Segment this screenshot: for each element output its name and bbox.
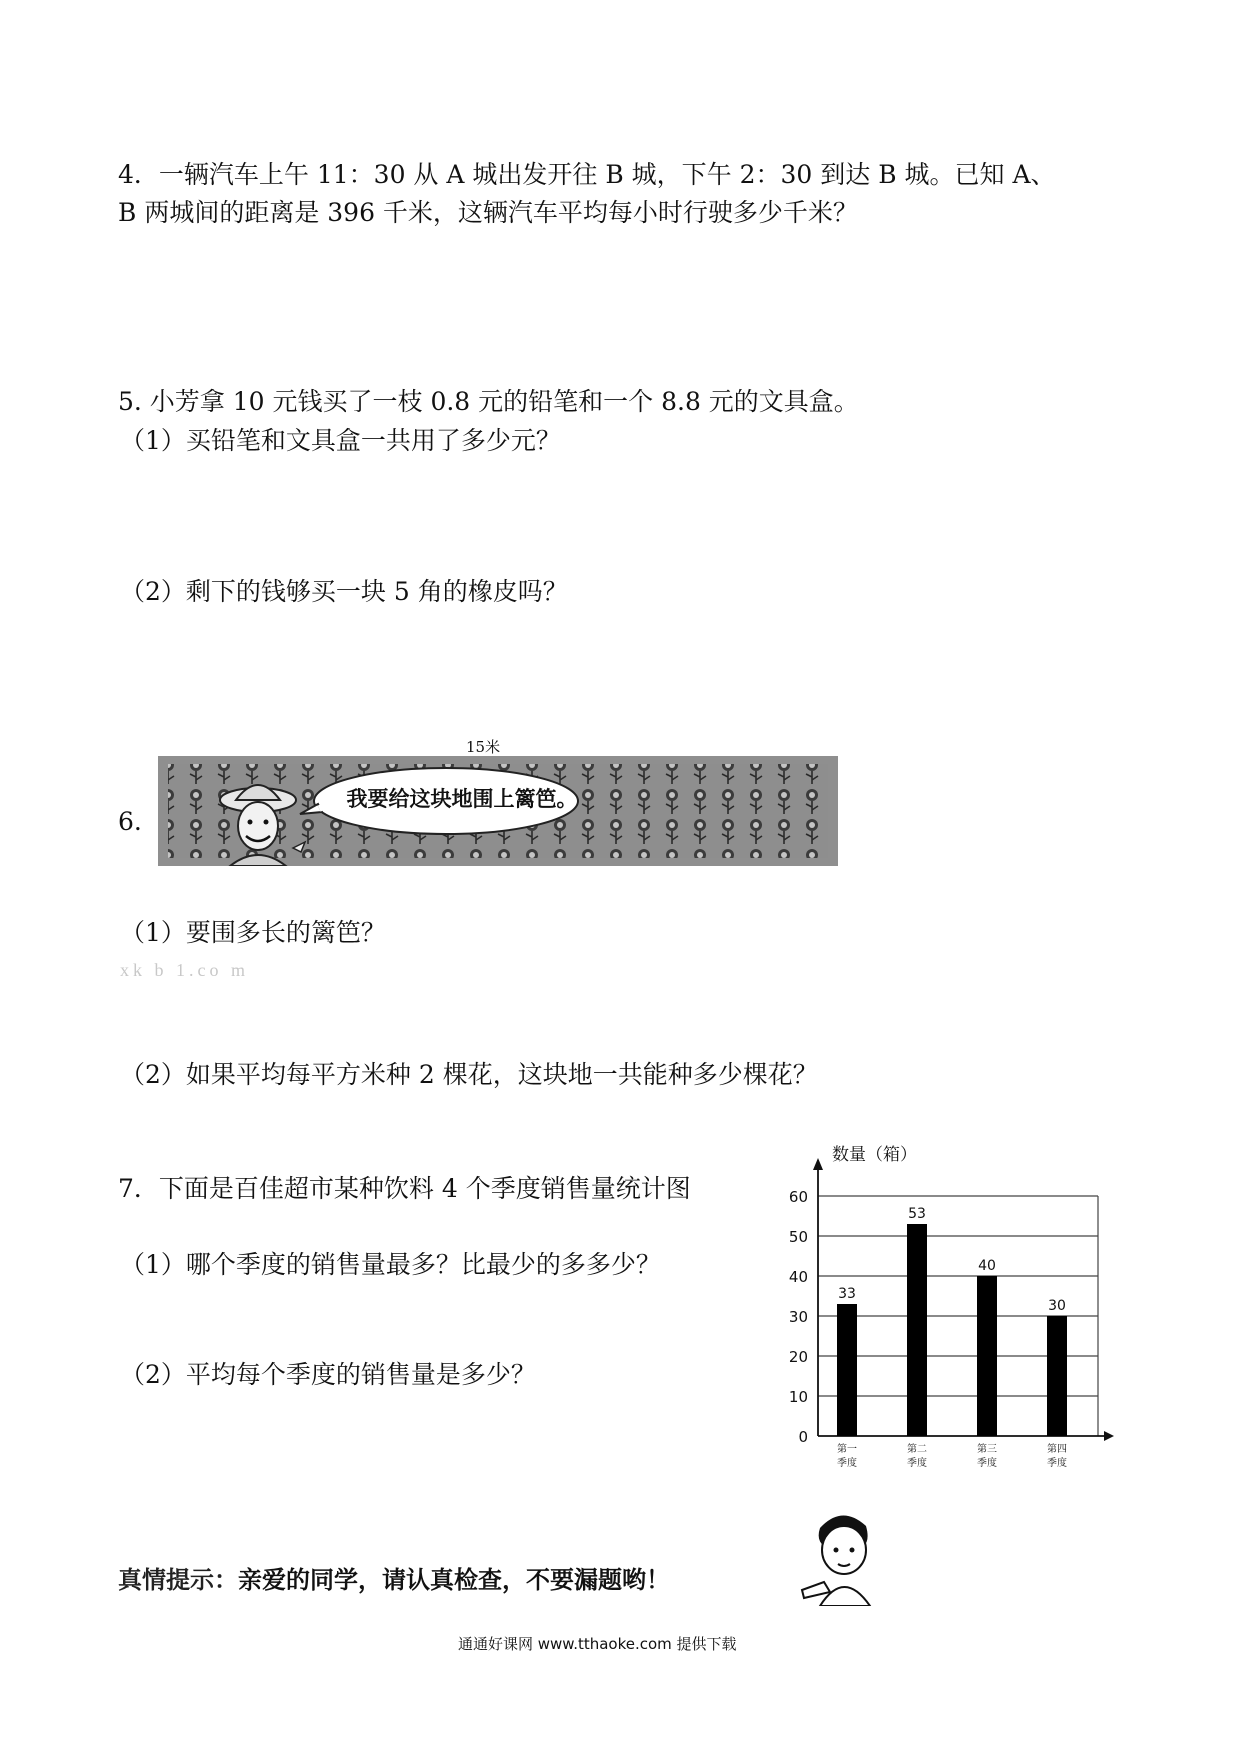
chart-y-tick-label: 20: [788, 1348, 808, 1366]
chart-data-label: 53: [908, 1206, 926, 1222]
chart-x-tick-label: 第二: [907, 1444, 927, 1455]
chart-bar: [907, 1224, 927, 1436]
q7-sub2: （2）平均每个季度的销售量是多少？: [120, 1360, 536, 1389]
chart-x-tick-label: 第四: [1047, 1444, 1067, 1455]
q4-line1: 4．一辆汽车上午 11：30 从 A 城出发开往 B 城，下午 2：30 到达 B 城。已知 A、: [118, 160, 1056, 189]
flower-field-illustration: [158, 756, 838, 866]
q5-sub2: （2）剩下的钱够买一块 5 角的橡皮吗？: [120, 577, 568, 606]
chart-y-tick-label: 30: [788, 1308, 808, 1326]
chart-y-tick-label: 0: [798, 1428, 808, 1446]
footer-site: 通通好课网 www.tthaoke.com 提供下载: [458, 1635, 737, 1653]
chart-x-tick-label: 季度: [837, 1458, 857, 1469]
chart-x-tick-label: 季度: [1047, 1458, 1067, 1469]
q5-sub1: （1）买铅笔和文具盒一共用了多少元？: [120, 426, 561, 455]
chart-data-label: 30: [1048, 1298, 1066, 1314]
sales-chart-svg: [772, 1140, 1122, 1480]
chart-x-tick-label: 季度: [907, 1458, 927, 1469]
footer-hint: [118, 1560, 670, 1595]
chart-x-tick-label: 季度: [977, 1458, 997, 1469]
chart-x-tick-label: 第三: [977, 1444, 997, 1455]
q6-sub2: （2）如果平均每平方米种 2 棵花，这块地一共能种多少棵花？: [120, 1060, 818, 1089]
q6-sub1: （1）要围多长的篱笆？: [120, 918, 386, 947]
hint-text: 亲爱的同学，请认真检查，不要漏题哟！: [238, 1566, 670, 1594]
chart-x-axis-arrow: [1104, 1431, 1114, 1441]
q7-stem: 7．下面是百佳超市某种饮料 4 个季度销售量统计图: [118, 1174, 691, 1203]
watermark-text: xk b 1.co m: [120, 960, 249, 980]
chart-y-axis-label: 数量（箱）: [832, 1145, 917, 1165]
chart-data-label: 33: [838, 1286, 856, 1302]
chart-y-tick-label: 50: [788, 1228, 808, 1246]
sales-bar-chart: [772, 1140, 1122, 1480]
q4-line2: B 两城间的距离是 396 千米，这辆汽车平均每小时行驶多少千米？: [118, 198, 858, 227]
chart-bar: [1047, 1316, 1067, 1436]
chart-data-label: 40: [978, 1258, 996, 1274]
chart-y-axis-arrow: [813, 1158, 823, 1170]
student-illustration: [790, 1506, 890, 1606]
field-width-label: 15米: [466, 738, 501, 756]
q5-stem: 5. 小芳拿 10 元钱买了一枝 0.8 元的铅笔和一个 8.8 元的文具盒。: [118, 387, 859, 416]
chart-y-tick-label: 40: [788, 1268, 808, 1286]
q7-sub1: （1）哪个季度的销售量最多？比最少的多多少？: [120, 1250, 661, 1279]
chart-y-tick-label: 60: [788, 1188, 808, 1206]
chart-bar: [977, 1276, 997, 1436]
speech-bubble-text: 我要给这块地围上篱笆。: [346, 787, 578, 811]
chart-x-tick-label: 第一: [837, 1444, 857, 1455]
q6-number: 6.: [118, 807, 142, 836]
chart-bar: [837, 1304, 857, 1436]
hint-label: 真情提示：: [118, 1566, 238, 1594]
chart-y-tick-label: 10: [788, 1388, 808, 1406]
